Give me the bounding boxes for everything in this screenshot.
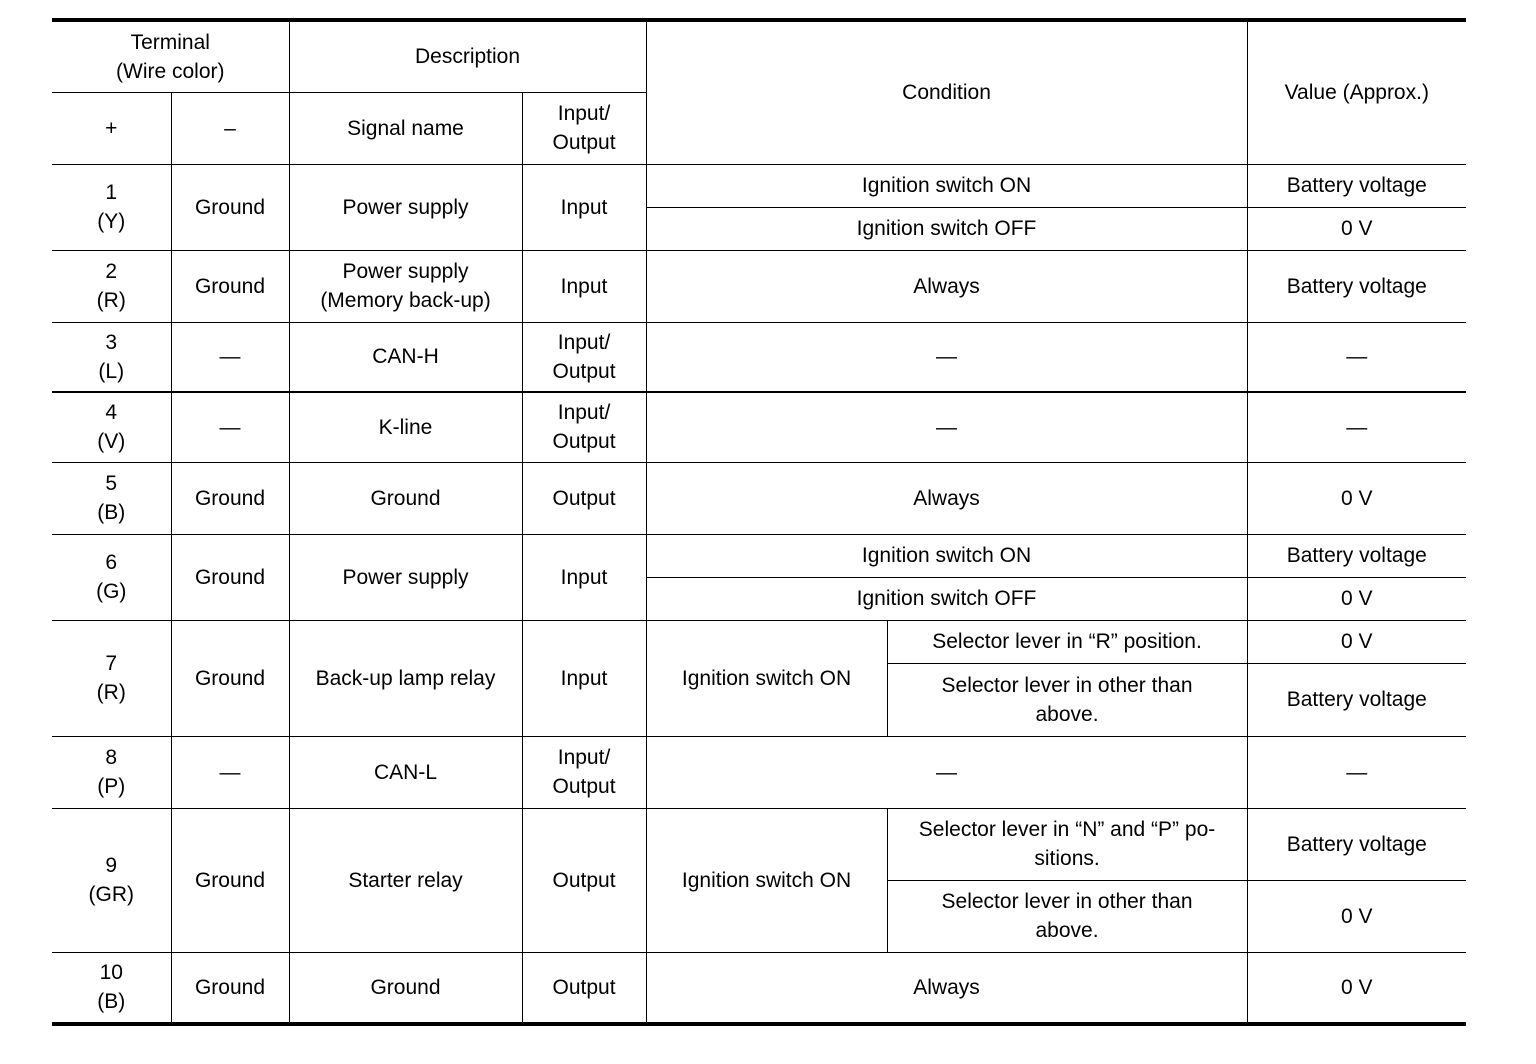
terminal-header: Terminal (Wire color) — [52, 20, 289, 92]
table-row — [52, 392, 1466, 462]
signal-cell: Power supply — [289, 534, 522, 620]
condition-cell: — — [646, 392, 1247, 462]
value-cell: — — [1247, 322, 1466, 392]
minus-cell: Ground — [171, 808, 289, 952]
minus-cell: — — [171, 392, 289, 462]
table-row — [52, 164, 1466, 207]
signal-cell: Power supply — [289, 164, 522, 250]
condition-main-cell: Ignition switch ON — [646, 808, 887, 952]
value-cell: 0 V — [1247, 620, 1466, 663]
value-cell: Battery voltage — [1247, 164, 1466, 207]
value-cell: Battery voltage — [1247, 808, 1466, 880]
table-row — [52, 620, 1466, 663]
terminal-cell: 3 (L) — [52, 322, 171, 392]
value-cell: 0 V — [1247, 577, 1466, 620]
condition-cell: Always — [646, 462, 1247, 534]
io-cell: Output — [522, 952, 646, 1024]
terminal-cell: 5 (B) — [52, 462, 171, 534]
condition-cell: — — [646, 322, 1247, 392]
signal-cell: CAN-L — [289, 736, 522, 808]
sub-condition-cell: Selector lever in “R” position. — [887, 620, 1247, 663]
minus-cell: Ground — [171, 462, 289, 534]
condition-main-cell: Ignition switch ON — [646, 620, 887, 736]
table-row — [52, 808, 1466, 880]
sub-condition-cell: Selector lever in other than above. — [887, 880, 1247, 952]
io-cell: Input — [522, 250, 646, 322]
io-cell: Input — [522, 534, 646, 620]
condition-cell: Ignition switch OFF — [646, 207, 1247, 250]
table-row — [52, 534, 1466, 577]
value-cell: Battery voltage — [1247, 663, 1466, 736]
sub-condition-cell: Selector lever in other than above. — [887, 663, 1247, 736]
minus-cell: — — [171, 736, 289, 808]
io-cell: Input/ Output — [522, 322, 646, 392]
condition-cell: — — [646, 736, 1247, 808]
signal-cell: Ground — [289, 952, 522, 1024]
minus-cell: Ground — [171, 250, 289, 322]
terminal-cell: 1 (Y) — [52, 164, 171, 250]
value-cell: 0 V — [1247, 207, 1466, 250]
minus-cell: Ground — [171, 620, 289, 736]
table-row — [52, 736, 1466, 808]
io-cell: Input/ Output — [522, 736, 646, 808]
value-cell: Battery voltage — [1247, 534, 1466, 577]
io-cell: Input/ Output — [522, 392, 646, 462]
io-cell: Output — [522, 808, 646, 952]
value-cell: — — [1247, 392, 1466, 462]
io-cell: Output — [522, 462, 646, 534]
condition-cell: Ignition switch ON — [646, 164, 1247, 207]
minus-cell: Ground — [171, 952, 289, 1024]
condition-cell: Always — [646, 952, 1247, 1024]
table-row — [52, 952, 1466, 1024]
table-row — [52, 322, 1466, 392]
value-cell: 0 V — [1247, 952, 1466, 1024]
condition-header: Condition — [646, 20, 1247, 164]
sub-condition-cell: Selector lever in “N” and “P” po- sitions. — [887, 808, 1247, 880]
signal-cell: Starter relay — [289, 808, 522, 952]
terminal-cell: 9 (GR) — [52, 808, 171, 952]
terminal-cell: 7 (R) — [52, 620, 171, 736]
io-cell: Input — [522, 164, 646, 250]
signal-cell: Power supply (Memory back-up) — [289, 250, 522, 322]
value-cell: 0 V — [1247, 880, 1466, 952]
minus-cell: Ground — [171, 164, 289, 250]
value-cell: — — [1247, 736, 1466, 808]
io-cell: Input — [522, 620, 646, 736]
plus-header: + — [52, 92, 171, 164]
minus-header: – — [171, 92, 289, 164]
terminal-cell: 2 (R) — [52, 250, 171, 322]
minus-cell: Ground — [171, 534, 289, 620]
input-output-header: Input/ Output — [522, 92, 646, 164]
condition-cell: Ignition switch ON — [646, 534, 1247, 577]
signal-cell: CAN-H — [289, 322, 522, 392]
signal-cell: K-line — [289, 392, 522, 462]
value-header: Value (Approx.) — [1247, 20, 1466, 164]
description-header: Description — [289, 20, 646, 92]
signal-cell: Back-up lamp relay — [289, 620, 522, 736]
condition-cell: Ignition switch OFF — [646, 577, 1247, 620]
header-row-1 — [52, 20, 1466, 92]
terminal-cell: 6 (G) — [52, 534, 171, 620]
value-cell: Battery voltage — [1247, 250, 1466, 322]
terminal-cell: 8 (P) — [52, 736, 171, 808]
terminal-cell: 4 (V) — [52, 392, 171, 462]
minus-cell: — — [171, 322, 289, 392]
value-cell: 0 V — [1247, 462, 1466, 534]
table-row — [52, 250, 1466, 322]
table-row — [52, 462, 1466, 534]
signal-cell: Ground — [289, 462, 522, 534]
terminal-cell: 10 (B) — [52, 952, 171, 1024]
condition-cell: Always — [646, 250, 1247, 322]
terminal-spec-table — [52, 18, 1466, 1026]
signal-name-header: Signal name — [289, 92, 522, 164]
